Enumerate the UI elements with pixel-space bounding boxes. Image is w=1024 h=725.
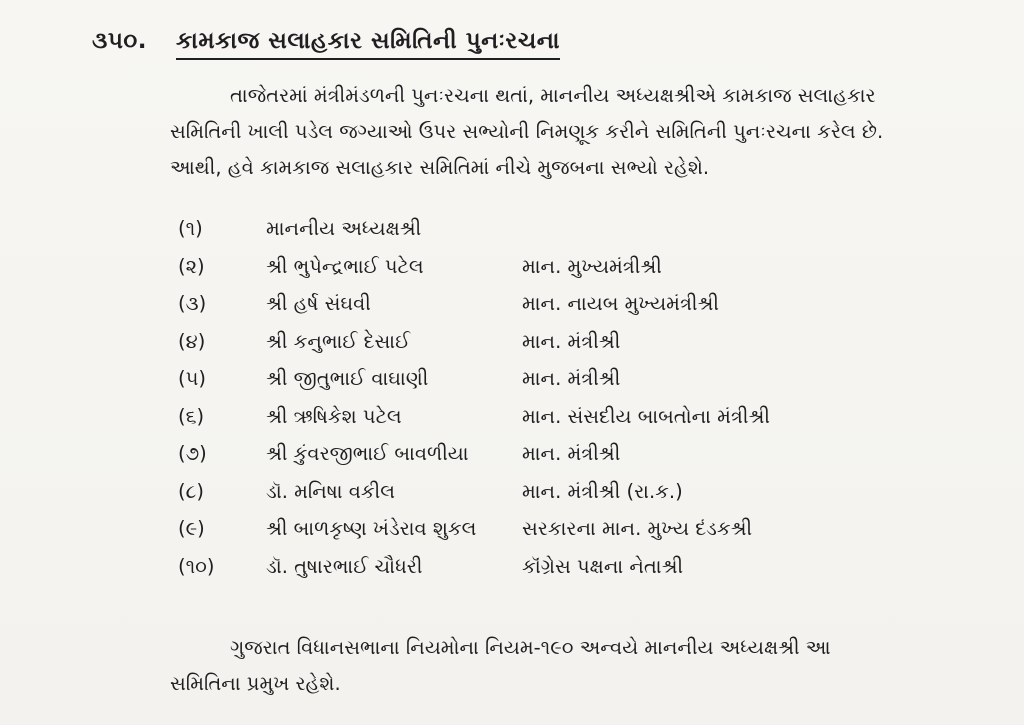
- member-row: [178, 323, 978, 361]
- member-role: માન. નાયબ મુખ્યમંત્રીશ્રી: [522, 292, 719, 316]
- member-row: [178, 210, 978, 248]
- member-index: (૬): [178, 404, 205, 428]
- member-name: શ્રી હર્ષ સંઘવી: [266, 292, 371, 316]
- member-row: [178, 473, 978, 511]
- section-number: ૩૫૦.: [92, 28, 148, 54]
- member-row: [178, 548, 978, 586]
- member-index: (૯): [178, 517, 205, 541]
- intro-line: તાજેતરમાં મંત્રીમંડળની પુનઃરચના થતાં, માનનીય અધ્યક્ષશ્રીએ કામકાજ સલાહકાર: [230, 84, 876, 107]
- member-index: (૭): [178, 442, 207, 466]
- member-role: સરકારના માન. મુખ્ય દંડકશ્રી: [522, 517, 753, 541]
- member-row: [178, 285, 978, 323]
- member-index: (૧): [178, 217, 203, 241]
- closing-line: ગુજરાત વિધાનસભાના નિયમોના નિયમ-૧૯૦ અન્વયે માનનીય અધ્યક્ષશ્રી આ: [230, 636, 831, 659]
- member-role: માન. મુખ્યમંત્રીશ્રી: [522, 254, 662, 278]
- member-name: શ્રી કનુભાઈ દેસાઈ: [266, 329, 411, 353]
- section-title: કામકાજ સલાહકાર સમિતિની પુનઃરચના: [176, 28, 560, 60]
- intro-paragraph: [170, 78, 970, 186]
- member-name: ડૉ. તુષારભાઈ ચૌધરી: [266, 554, 423, 578]
- member-role: કૉંગ્રેસ પક્ષના નેતાશ્રી: [522, 554, 684, 578]
- closing-paragraph: [170, 630, 970, 702]
- member-row: [178, 248, 978, 286]
- member-name: શ્રી ભુપેન્દ્રભાઈ પટેલ: [266, 254, 424, 278]
- member-index: (૧૦): [178, 554, 215, 578]
- member-list: [178, 210, 978, 585]
- member-name: ડૉ. મનિષા વકીલ: [266, 479, 395, 503]
- intro-line: સમિતિની ખાલી પડેલ જગ્યાઓ ઉપર સભ્યોની નિમણૂક કરીને સમિતિની પુનઃરચના કરેલ છે.: [170, 120, 884, 143]
- member-name: શ્રી બાળકૃષ્ણ ખંડેરાવ શુકલ: [266, 517, 477, 541]
- member-row: [178, 510, 978, 548]
- member-role: માન. સંસદીય બાબતોના મંત્રીશ્રી: [522, 404, 770, 428]
- member-row: [178, 435, 978, 473]
- intro-line: આથી, હવે કામકાજ સલાહકાર સમિતિમાં નીચે મુજબના સભ્યો રહેશે.: [170, 156, 710, 179]
- member-index: (૩): [178, 292, 207, 316]
- member-row: [178, 398, 978, 436]
- member-name: શ્રી જીતુભાઈ વાઘાણી: [266, 367, 429, 391]
- section-heading: [92, 28, 560, 60]
- member-role: માન. મંત્રીશ્રી: [522, 442, 621, 466]
- member-index: (૫): [178, 367, 207, 391]
- member-index: (૨): [178, 254, 205, 278]
- member-name: માનનીય અધ્યક્ષશ્રી: [266, 217, 422, 241]
- member-index: (૮): [178, 479, 204, 503]
- member-index: (૪): [178, 329, 206, 353]
- closing-line: સમિતિના પ્રમુખ રહેશે.: [170, 672, 341, 695]
- member-name: શ્રી કુંવરજીભાઈ બાવળીયા: [266, 442, 469, 466]
- member-row: [178, 360, 978, 398]
- member-name: શ્રી ઋષિકેશ પટેલ: [266, 404, 402, 428]
- member-role: માન. મંત્રીશ્રી (રા.ક.): [522, 479, 683, 503]
- member-role: માન. મંત્રીશ્રી: [522, 367, 621, 391]
- member-role: માન. મંત્રીશ્રી: [522, 329, 621, 353]
